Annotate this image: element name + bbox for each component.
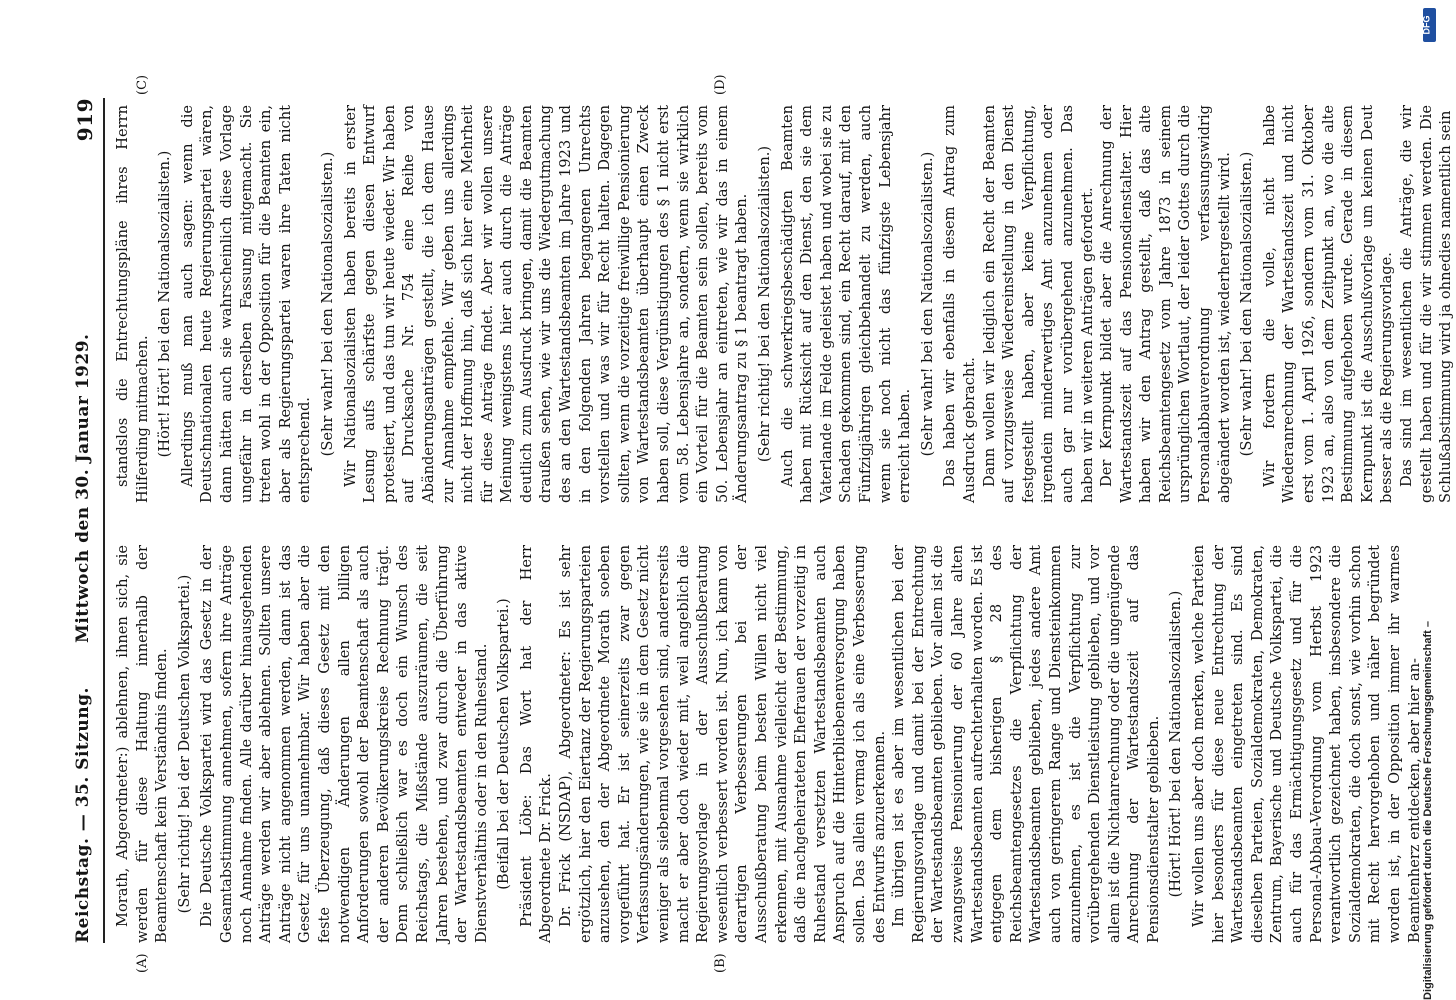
header-date: Mittwoch den 30. Januar 1929. — [73, 333, 93, 643]
header-rule — [103, 98, 105, 943]
dfg-logo-text: DFG — [1421, 15, 1432, 35]
margin-mark-d: (D) — [713, 74, 728, 95]
interjection: (Hört! Hört! bei den Nationalsozialisten.) — [1167, 590, 1185, 898]
interjection: (Hört! Hört! bei den Nationalsozialisten.) — [156, 150, 174, 458]
left-column — [113, 545, 1424, 943]
margin-mark-b: (B) — [713, 953, 728, 973]
paragraph: Der Kernpunkt bildet aber die Anrechnung der Wartestandszeit auf das Pensionsdienstalter. Hier haben wir den Antrag gestellt, daß das alte Reichsbeamtengesetz vom Jahre 1873 in seinem ursprünglichen Wortlaut, der leider Gottes durch die Personalabbauverordnung verfassungswidrig abgeändert worden ist, wiederhergestellt wird. — [1098, 105, 1233, 503]
interjection: (Sehr wahr! bei den Nationalsozialisten.) — [918, 151, 936, 457]
interjection: (Sehr richtig! bei der Deutschen Volkspartei.) — [175, 574, 193, 914]
margin-mark-a: (A) — [135, 953, 150, 973]
paragraph: Wir wollen uns aber doch merken, welche Parteien hier besonders für diese neue Entrechtung der Wartestandsbeamten eingetreten sind. Es sind dieselben Parteien, Sozialdemokraten, Demokraten, Zentrum, Bayerische und Deutsche Volkspartei, die auch für das Ermächtigungsgesetz und für die Personal-Abbau-Verordnung vom Herbst 1923 verantwortlich gezeichnet haben, insbesondere die Sozialdemokraten, die doch sonst, wie vorhin schon mit Recht hervorgehoben und näher begründet worden ist, in der Opposition immer ihr warmes Beamtenherz entdecken, aber hier an- — [1190, 545, 1423, 943]
paragraph: Das sind im wesentlichen die Anträge, die wir gestellt haben und für die wir stimmen werden. Die Schlußabstimmung wird ja ohnedies namentlich sein — [1398, 105, 1455, 503]
interjection: (Beifall bei der Deutschen Volkspartei.) — [495, 598, 513, 890]
paragraph: Wir Nationalsozialisten haben bereits in erster Lesung aufs schärfste gegen diesen Entwurf protestiert, und das tun wir heute wieder. Wir haben auf Drucksache Nr. 754 eine Reihe von Abänderungsanträgen gestellt, die ich dem Hause zur Annahme empfehle. Wir geben uns allerdings nicht der Hoffnung hin, daß sich hier eine Mehrheit für diese Anträge findet. Aber wir wollen unsere Meinung wenigstens hier auch durch die Anträge deutlich zum Ausdruck bringen, damit die Beamten draußen sehen, wie wir uns die Wiedergutmachung des an den Wartestandsbeamten im Jahre 1923 und in den folgenden Jahren begangenen Unrechts vorstellen und was wir für Recht halten. Dagegen sollten, wenn die vorzeitige freiwillige Pensionierung von Wartestandsbeamten überhaupt einen Zweck haben soll, diese Vergünstigungen des § 1 nicht erst vom 58. Lebensjahre an, sondern, wenn sie wirklich ein Vorteil für die Beamten sein sollen, bereits vom 50. Lebensjahr an eintreten, wie wir das in einem Änderungsantrag zu § 1 beantragt haben. — [341, 105, 751, 503]
paragraph: Dann wollen wir lediglich ein Recht der Beamten auf vorzugsweise Wiedereinstellung in den Dienst festgestellt haben, aber keine Verpflichtung, irgendein minderwertiges Amt anzunehmen oder auch gar nur vorübergehend anzunehmen. Das haben wir in weiteren Anträgen gefordert. — [980, 105, 1096, 503]
digitization-credit: Digitalisierung gefördert durch die Deutsche Forschungsgemeinschaft – — [1422, 621, 1434, 1000]
dfg-logo — [1423, 8, 1436, 42]
paragraph: standslos die Entrechtungspläne ihres Herrn Hilferding mitmachen. — [114, 105, 151, 503]
interjection: (Sehr wahr! bei den Nationalsozialisten.) — [1238, 151, 1256, 457]
paragraph: Das haben wir ebenfalls in diesem Antrag zum Ausdruck gebracht. — [941, 105, 978, 503]
paragraph: Präsident Löbe: Das Wort hat der Herr Abgeordnete Dr. Frick. — [517, 545, 555, 943]
margin-mark-c: (C) — [135, 74, 150, 95]
header-session: Reichstag. — 35. Sitzung. — [73, 687, 93, 943]
interjection: (Sehr richtig! bei den Nationalsozialisten.) — [756, 145, 773, 463]
paragraph: Wir fordern die volle, nicht halbe Wiederanrechnung der Wartestandszeit und nicht erst vom 1. April 1926, sondern vom 31. Oktober 1923 an, also von dem Zeitpunkt an, wo die alte Bestimmung aufgehoben wurde. Gerade in diesem Kernpunkt ist die Ausschußvorlage um keinen Deut besser als die Regierungsvorlage. — [1260, 105, 1396, 503]
page-header — [73, 98, 99, 943]
paragraph: Dr. Frick (NSDAP), Abgeordneter: Es ist sehr ergötzlich, hier den Eiertanz der Regierungsparteien anzusehen, den der Abgeordnete Morath soeben vorgeführt hat. Er ist seinerzeits zwar gegen Verfassungsänderungen, wie sie in dem Gesetz nicht weniger als siebenmal vorgesehen sind, andererseits macht er aber doch wieder mit, weil angeblich die Regierungsvorlage in der Ausschußberatung wesentlich verbessert worden ist. Nun, ich kann von derartigen Verbesserungen bei der Ausschußberatung beim besten Willen nicht viel erkennen, mit Ausnahme vielleicht der Bestimmung, daß die nachgeheirateten Ehefrauen der vorzeitig in Ruhestand versetzten Wartestandsbeamten auch Anspruch auf die Hinterbliebenenversorgung haben sollen. Das allein vermag ich als eine Verbesserung des Entwurfs anzuerkennen. — [557, 545, 888, 943]
paragraph: Die Deutsche Volkspartei wird das Gesetz in der Gesamtabstimmung annehmen, sofern ihre Anträge noch Annahme finden. Alle darüber hinausgehenden Anträge werden wir aber ablehnen. Sollten unsere Anträge nicht angenommen werden, dann ist das Gesetz für uns unannehmbar. Wir haben aber die feste Überzeugung, daß dieses Gesetz mit den notwendigen Änderungen allen billigen Anforderungen sowohl der Beamtenschaft als auch der anderen Bevölkerungskreise Rechnung trägt. Denn schließlich war es doch ein Wunsch des Reichstags, die Mißstände auszuräumen, die seit Jahren bestehen, und zwar durch die Überführung der Wartestandsbeamten entweder in das aktive Dienstverhältnis oder in den Ruhestand. — [198, 545, 490, 943]
right-column — [113, 105, 1456, 503]
page-number: 919 — [73, 98, 97, 142]
interjection: (Sehr wahr! bei den Nationalsozialisten.) — [318, 151, 336, 457]
paragraph: Morath, Abgeordneter:) ablehnen, ihnen sich, sie werden für diese Haltung innerhalb der Beamtenschaft kein Verständnis finden. — [114, 545, 171, 943]
paragraph: Auch die schwerkriegsbeschädigten Beamten haben mit Rücksicht auf den Dienst, den sie dem Vaterlande im Felde geleistet haben und wobei sie zu Schaden gekommen sind, ein Recht darauf, mit den Fünfzigjährigen gleichbehandelt zu werden, auch wenn sie noch nicht das fünfzigste Lebensjahr erreicht haben. — [778, 105, 914, 503]
paragraph: Allerdings muß man auch sagen: wenn die Deutschnationalen heute Regierungspartei wären, dann hätten auch sie wahrscheinlich diese Vorlage ungefähr in derselben Fassung mitgemacht. Sie treten wohl in der Opposition für die Beamten ein, aber als Regierungspartei waren ihre Taten nicht entsprechend. — [178, 105, 314, 503]
paragraph: Im übrigen ist es aber im wesentlichen bei der Regierungsvorlage und damit bei der Entrechtung der Wartestandsbeamten geblieben. Vor allem ist die zwangsweise Pensionierung der 60 Jahre alten Wartestandsbeamten aufrechterhalten worden. Es ist entgegen dem bisherigen § 28 des Reichsbeamtengesetzes die Verpflichtung der Wartestandsbeamten geblieben, jedes andere Amt auch von geringerem Range und Diensteinkommen anzunehmen, es ist die Verpflichtung zur vorübergehenden Dienstleistung geblieben, und vor allem ist die Nichtanrechnung oder die ungenügende Anrechnung der Wartestandszeit auf das Pensionsdienstalter geblieben. — [890, 545, 1162, 943]
